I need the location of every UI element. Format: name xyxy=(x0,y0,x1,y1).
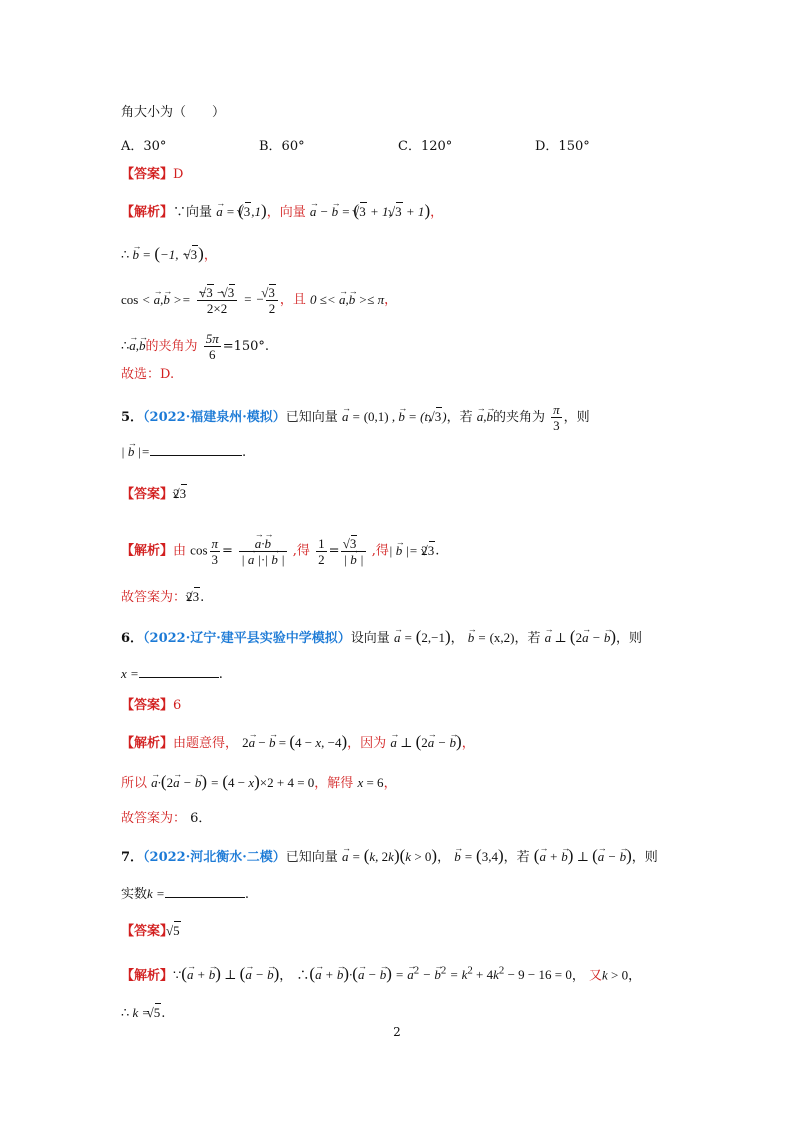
question-continuation: 角大小为（ ） xyxy=(121,105,226,120)
q4-answer-line: 【答案】D xyxy=(121,167,184,182)
q5-conclusion: 故答案为：2√ 3. xyxy=(121,587,204,607)
option-c: C．120° xyxy=(398,139,453,154)
q6-conclusion: 故答案为： 6． xyxy=(121,811,212,826)
q7-answer-line: 【答案】√ 5 xyxy=(121,921,181,941)
q5-stem-line2: | → b |= . xyxy=(121,443,246,462)
q4-conclusion: 故选：D. xyxy=(121,367,175,382)
q7-analysis-line2: ∴ k = √ 5. xyxy=(121,1003,165,1023)
q4-analysis-line1: 【解析】∵向量 → a = (√ 3,1)，向量 → a − → b = (√ 3 + 1, √ 3 + 1)， xyxy=(121,202,443,222)
q7-analysis-line1: 【解析】∵(→ a + → b) ⊥ (→ a − → b)， ∴(→ a + → b)·(→ a − → b) = → $a^2$ − → $b^2 = k^2 + 4k^2 - 9 - 16 = 0$， 又k > 0， xyxy=(121,962,641,985)
q7-stem-line2: 实数k = . xyxy=(121,886,249,902)
q6-answer-line: 【答案】6 xyxy=(121,698,182,713)
page-number: 2 xyxy=(393,1025,401,1039)
q4-analysis-line4: ∴→ a,→ b的夹角为 $\frac{5\pi}{6}$ =150°. xyxy=(121,331,269,362)
q5-stem-line1: 5．（2022·福建泉州·模拟）已知向量 → a = (0,1) , → b = (t, √ 3)，若 → a,→ b的夹角为 $\frac{\pi}{3}$ ，则 xyxy=(121,402,590,433)
q6-analysis-line2: 所以 → a·(2→ a − → b) = (4 − x)×2 + 4 = 0，解得 x = 6， xyxy=(121,773,397,793)
q6-analysis-line1: 【解析】由题意得， 2→ a − → b = (4 − x, −4)，因为 → a ⊥ (2→ a − → b)， xyxy=(121,733,475,753)
q6-stem-line1: 6．（2022·辽宁·建平县实验中学模拟）设向量 → a = (2,−1)， → b = (x,2)，若 → a ⊥ (2→ a − → b)，则 xyxy=(121,628,642,648)
q4-analysis-line2: ∴ → b = (−1, −√ 3)， xyxy=(121,245,217,265)
q4-analysis-line3: cos < → a,→ b >= $\frac{-√ 3 - √ 3}{2\times 2}$ = − √ $\frac{3}{2}$ ，且 0 ≤< → a,→ b >≤ π， xyxy=(121,284,397,316)
option-d: D．150° xyxy=(535,139,590,154)
q5-analysis-line: 【解析】由 cos $\frac{\pi}{3}$ = → $\frac{a\cdot\to b}{| \to a |\cdot| \to b |}$ ,得 $\frac{1}{2}$ = √ $\frac{3}{| \to b |}$ ,得| → b |= 2√ 3. xyxy=(121,535,439,567)
q5-answer-line: 【答案】2√ 3 xyxy=(121,484,187,504)
option-b: B．60° xyxy=(259,139,305,154)
q7-stem-line1: 7．（2022·河北衡水·二模）已知向量 → a = (k, 2k)(k > 0)， → b = (3,4)，若 (→ a + → b) ⊥ (→ a − → b)，则 xyxy=(121,847,658,867)
q6-stem-line2: x = . xyxy=(121,666,223,682)
option-a: A．30° xyxy=(121,139,167,154)
